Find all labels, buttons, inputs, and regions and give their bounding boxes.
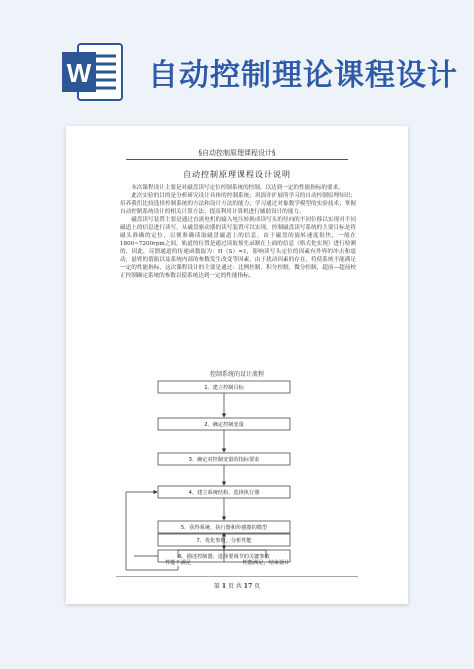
document-title: 自动控制原理课程设计说明 — [183, 170, 291, 179]
page-total: 17 — [243, 583, 253, 590]
flow-step-label: 1、建立控制目标 — [204, 385, 244, 392]
flow-step-label: 4、建立系统结构、选择执行器 — [188, 490, 260, 497]
flowchart-title: 控制系统的设计流程 — [209, 371, 264, 378]
running-head: §自动控制原理课程设计§ — [198, 149, 276, 157]
page-number: 1 — [221, 583, 227, 590]
word-document-icon — [62, 40, 124, 104]
flow-step-label: 3、确定对控制变量的指标要求 — [188, 457, 260, 464]
branch-ok-label: 性能满足，结束设计 — [242, 560, 290, 566]
paragraph: 磁盘读写装置主要是通过直流电机的输入电压转换成读写头的径向的不同位移以实现对不同磁道上的信息进行读写，从磁盘驱动器的读写装置可以实现，控制磁盘读写系统的主要目标是将磁头准确的定位，以便准确读取磁盘磁道上的信息，由于磁盘的旋转速度很快，一般在1800~7200rpm之间，轨道的位置是通过读取预先录制在上面的信息（格式化实现）进行检测的，因此，反馈通道的传递函数取为：H（S）=1，影响读写头定位的因素有外界的冲击和震动，悬臂的谐振以及系统内部的参数发生改变等因素，由于扰动因素的存在，将使系统不能满足一定的性能指标，这次课程设计的主要是通过：比例控制、积分控制，微分控制，超前—超前校正控制确定系统的参数以使系统达到一定的性能指标。 — [120, 217, 356, 279]
footer-rule — [116, 576, 358, 577]
flow-step-label: 5、获得系统、执行器和传感器的模型 — [180, 525, 268, 532]
flow-step-label: 6、描述控制器、选择要调节的关键参数 — [178, 554, 270, 561]
page-footer — [66, 581, 408, 590]
paragraph: 此次实验的目的是分析研究设计具体的控制系统；巩固并扩展所学习的自动控制原理知识；培养我们比较选择控制系统的方法和设计方法的能力；学习通过对象数学模型的实验技术；掌握自动控制系统设计的相关计算方法；提高利用计算机进行辅助设计的能力。 — [120, 193, 356, 215]
footer-middle: 页 共 — [227, 583, 242, 590]
logo-letter: W — [66, 58, 92, 88]
flow-step-label: 2、确定控制变量 — [204, 422, 244, 429]
flow-step-label: 7、优化参数，分析性能 — [196, 538, 252, 545]
footer-suffix: 页 — [254, 583, 261, 590]
document-page — [66, 126, 408, 604]
banner-title: 自动控制理论课程设计 — [148, 58, 458, 93]
banner — [0, 0, 474, 118]
footer-prefix: 第 — [213, 583, 220, 590]
paragraph: 本次课程设计主要是对磁盘读写定位控制系统的控制，以达到一定的性能指标的要求。 — [131, 185, 344, 191]
branch-fail-label: 性能不满足 — [165, 560, 191, 566]
flowchart — [66, 126, 408, 604]
